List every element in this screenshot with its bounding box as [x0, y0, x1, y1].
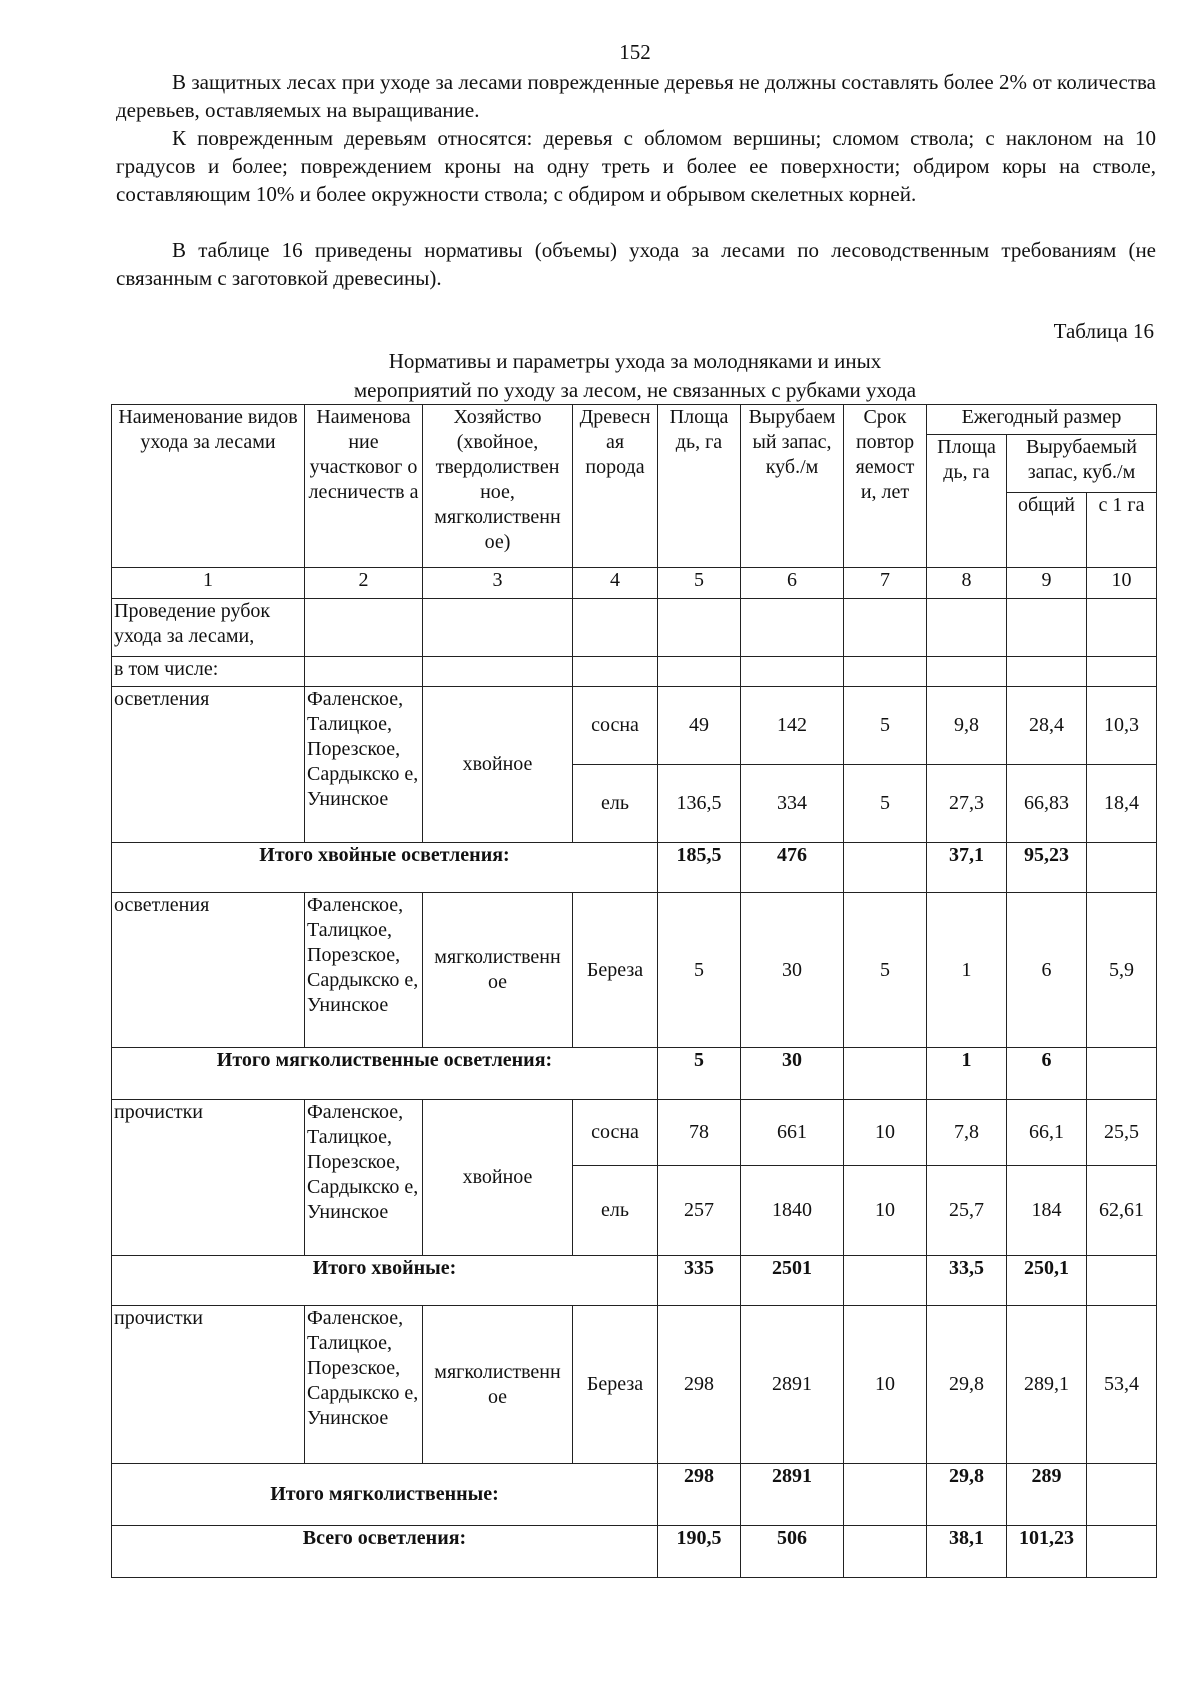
header-annual-total: общий: [1007, 493, 1087, 568]
subtotal-row: [112, 1256, 1157, 1306]
stock: 334: [741, 765, 844, 843]
subtotal-row: [112, 843, 1157, 893]
period: 10: [844, 1166, 927, 1256]
annual-total: 101,23: [1007, 1526, 1087, 1578]
column-number: 7: [844, 568, 927, 599]
annual-per-ha: 25,5: [1087, 1100, 1157, 1166]
stock: 506: [741, 1526, 844, 1578]
header-row: [112, 405, 1157, 435]
table-row: [112, 1100, 1157, 1166]
header-forestry: Наименова ние участковог о лесничеств а: [305, 405, 423, 568]
table-row: [112, 687, 1157, 765]
species: ель: [573, 765, 658, 843]
stock: 1840: [741, 1166, 844, 1256]
column-number: 6: [741, 568, 844, 599]
period: 5: [844, 765, 927, 843]
paragraph-damaged-trees-definition: К поврежденным деревьям относятся: деревья с обломом вершины; сломом ствола; с наклоном на 10 градусов и более; повреждением кроны на одну треть и более ее поверхности; обдиром коры на стволе, составляющим 10% и более окружности ствола; с обдиром и обрывом скелетных корней.: [116, 126, 1156, 206]
annual-area: 9,8: [927, 687, 1007, 765]
grand-total-row: [112, 1526, 1157, 1578]
annual-area: 29,8: [927, 1306, 1007, 1464]
species: сосна: [573, 687, 658, 765]
stock: 2891: [741, 1306, 844, 1464]
period: 5: [844, 893, 927, 1048]
area: 257: [658, 1166, 741, 1256]
column-number: 4: [573, 568, 658, 599]
farm-type: хвойное: [423, 687, 573, 843]
column-number: 10: [1087, 568, 1157, 599]
subtotal-row: [112, 1464, 1157, 1526]
header-annual-area: Площа дь, га: [927, 435, 1007, 568]
annual-area: 27,3: [927, 765, 1007, 843]
area: 298: [658, 1464, 741, 1526]
annual-per-ha: 5,9: [1087, 893, 1157, 1048]
annual-area: 37,1: [927, 843, 1007, 893]
subtotal-label: Итого мягколиственные осветления:: [112, 1048, 658, 1100]
column-number: 1: [112, 568, 305, 599]
care-kind: осветления: [112, 893, 305, 1048]
paragraph-table-reference: В таблице 16 приведены нормативы (объемы) ухода за лесами по лесоводственным требованиям (не связанным с заготовкой древесины).: [116, 238, 1156, 290]
annual-area: 1: [927, 893, 1007, 1048]
care-kind: прочистки: [112, 1306, 305, 1464]
annual-total: 66,83: [1007, 765, 1087, 843]
subtotal-label: Итого хвойные:: [112, 1256, 658, 1306]
stock: 2891: [741, 1464, 844, 1526]
header-annual-stock: Вырубаемый запас, куб./м: [1007, 435, 1157, 493]
annual-total: 95,23: [1007, 843, 1087, 893]
header-period: Срок повтор яемост и, лет: [844, 405, 927, 568]
subtotal-label: Итого мягколиственные:: [112, 1464, 658, 1526]
header-area: Площа дь, га: [658, 405, 741, 568]
paragraph-damaged-trees-limit: В защитных лесах при уходе за лесами поврежденные деревья не должны составлять более 2% от количества деревьев, оставляемых на выращивание.: [116, 70, 1156, 122]
table-row: [112, 599, 1157, 657]
annual-total: 66,1: [1007, 1100, 1087, 1166]
species: ель: [573, 1166, 658, 1256]
annual-total: 289: [1007, 1464, 1087, 1526]
column-number: 8: [927, 568, 1007, 599]
area: 78: [658, 1100, 741, 1166]
annual-total: 6: [1007, 1048, 1087, 1100]
species: Береза: [573, 893, 658, 1048]
period: 5: [844, 687, 927, 765]
care-kind: осветления: [112, 687, 305, 843]
area: 335: [658, 1256, 741, 1306]
row-label: в том числе:: [112, 657, 305, 687]
forestries: Фаленское, Талицкое, Порезское, Сардыкско е, Унинское: [305, 893, 423, 1048]
annual-per-ha: 53,4: [1087, 1306, 1157, 1464]
annual-area: 7,8: [927, 1100, 1007, 1166]
stock: 2501: [741, 1256, 844, 1306]
stock: 661: [741, 1100, 844, 1166]
annual-per-ha: 10,3: [1087, 687, 1157, 765]
caption-line: Нормативы и параметры ухода за молодняками и иных: [388, 349, 882, 373]
species: Береза: [573, 1306, 658, 1464]
annual-total: 184: [1007, 1166, 1087, 1256]
annual-per-ha: 62,61: [1087, 1166, 1157, 1256]
header-annual-per-ha: с 1 га: [1087, 493, 1157, 568]
column-number: 2: [305, 568, 423, 599]
period: 10: [844, 1306, 927, 1464]
header-stock: Вырубаем ый запас, куб./м: [741, 405, 844, 568]
annual-area: 38,1: [927, 1526, 1007, 1578]
area: 5: [658, 1048, 741, 1100]
page-number: 152: [619, 40, 651, 64]
column-numbers-row: [112, 568, 1157, 599]
subtotal-row: [112, 1048, 1157, 1100]
stock: 142: [741, 687, 844, 765]
area: 190,5: [658, 1526, 741, 1578]
header-species: Древесн ая порода: [573, 405, 658, 568]
annual-total: 28,4: [1007, 687, 1087, 765]
table-label: Таблица 16: [1053, 319, 1154, 343]
row-label: Проведение рубок ухода за лесами,: [112, 599, 305, 657]
area: 49: [658, 687, 741, 765]
norms-table: [111, 404, 1157, 1578]
table-row: [112, 657, 1157, 687]
species: сосна: [573, 1100, 658, 1166]
stock: 476: [741, 843, 844, 893]
forestries: Фаленское, Талицкое, Порезское, Сардыкско е, Унинское: [305, 1100, 423, 1256]
caption-line: мероприятий по уходу за лесом, не связанных с рубками ухода: [353, 378, 917, 402]
table-caption: [270, 347, 1000, 405]
annual-per-ha: 18,4: [1087, 765, 1157, 843]
header-farm: Хозяйство (хвойное, твердолиствен ное, мягколиственн ое): [423, 405, 573, 568]
annual-area: 1: [927, 1048, 1007, 1100]
column-number: 5: [658, 568, 741, 599]
farm-type: хвойное: [423, 1100, 573, 1256]
table-row: [112, 893, 1157, 1048]
care-kind: прочистки: [112, 1100, 305, 1256]
annual-total: 6: [1007, 893, 1087, 1048]
annual-area: 33,5: [927, 1256, 1007, 1306]
column-number: 9: [1007, 568, 1087, 599]
area: 298: [658, 1306, 741, 1464]
forestries: Фаленское, Талицкое, Порезское, Сардыкско е, Унинское: [305, 687, 423, 843]
farm-type: мягколиственн ое: [423, 893, 573, 1048]
forestries: Фаленское, Талицкое, Порезское, Сардыкско е, Унинское: [305, 1306, 423, 1464]
table-row: [112, 1306, 1157, 1464]
subtotal-label: Итого хвойные осветления:: [112, 843, 658, 893]
period: 10: [844, 1100, 927, 1166]
header-kind: Наименование видов ухода за лесами: [112, 405, 305, 568]
annual-area: 25,7: [927, 1166, 1007, 1256]
farm-type: мягколиственн ое: [423, 1306, 573, 1464]
annual-area: 29,8: [927, 1464, 1007, 1526]
stock: 30: [741, 893, 844, 1048]
grand-total-label: Всего осветления:: [112, 1526, 658, 1578]
header-annual: Ежегодный размер: [927, 405, 1157, 435]
annual-total: 289,1: [1007, 1306, 1087, 1464]
area: 185,5: [658, 843, 741, 893]
area: 136,5: [658, 765, 741, 843]
annual-total: 250,1: [1007, 1256, 1087, 1306]
stock: 30: [741, 1048, 844, 1100]
area: 5: [658, 893, 741, 1048]
column-number: 3: [423, 568, 573, 599]
